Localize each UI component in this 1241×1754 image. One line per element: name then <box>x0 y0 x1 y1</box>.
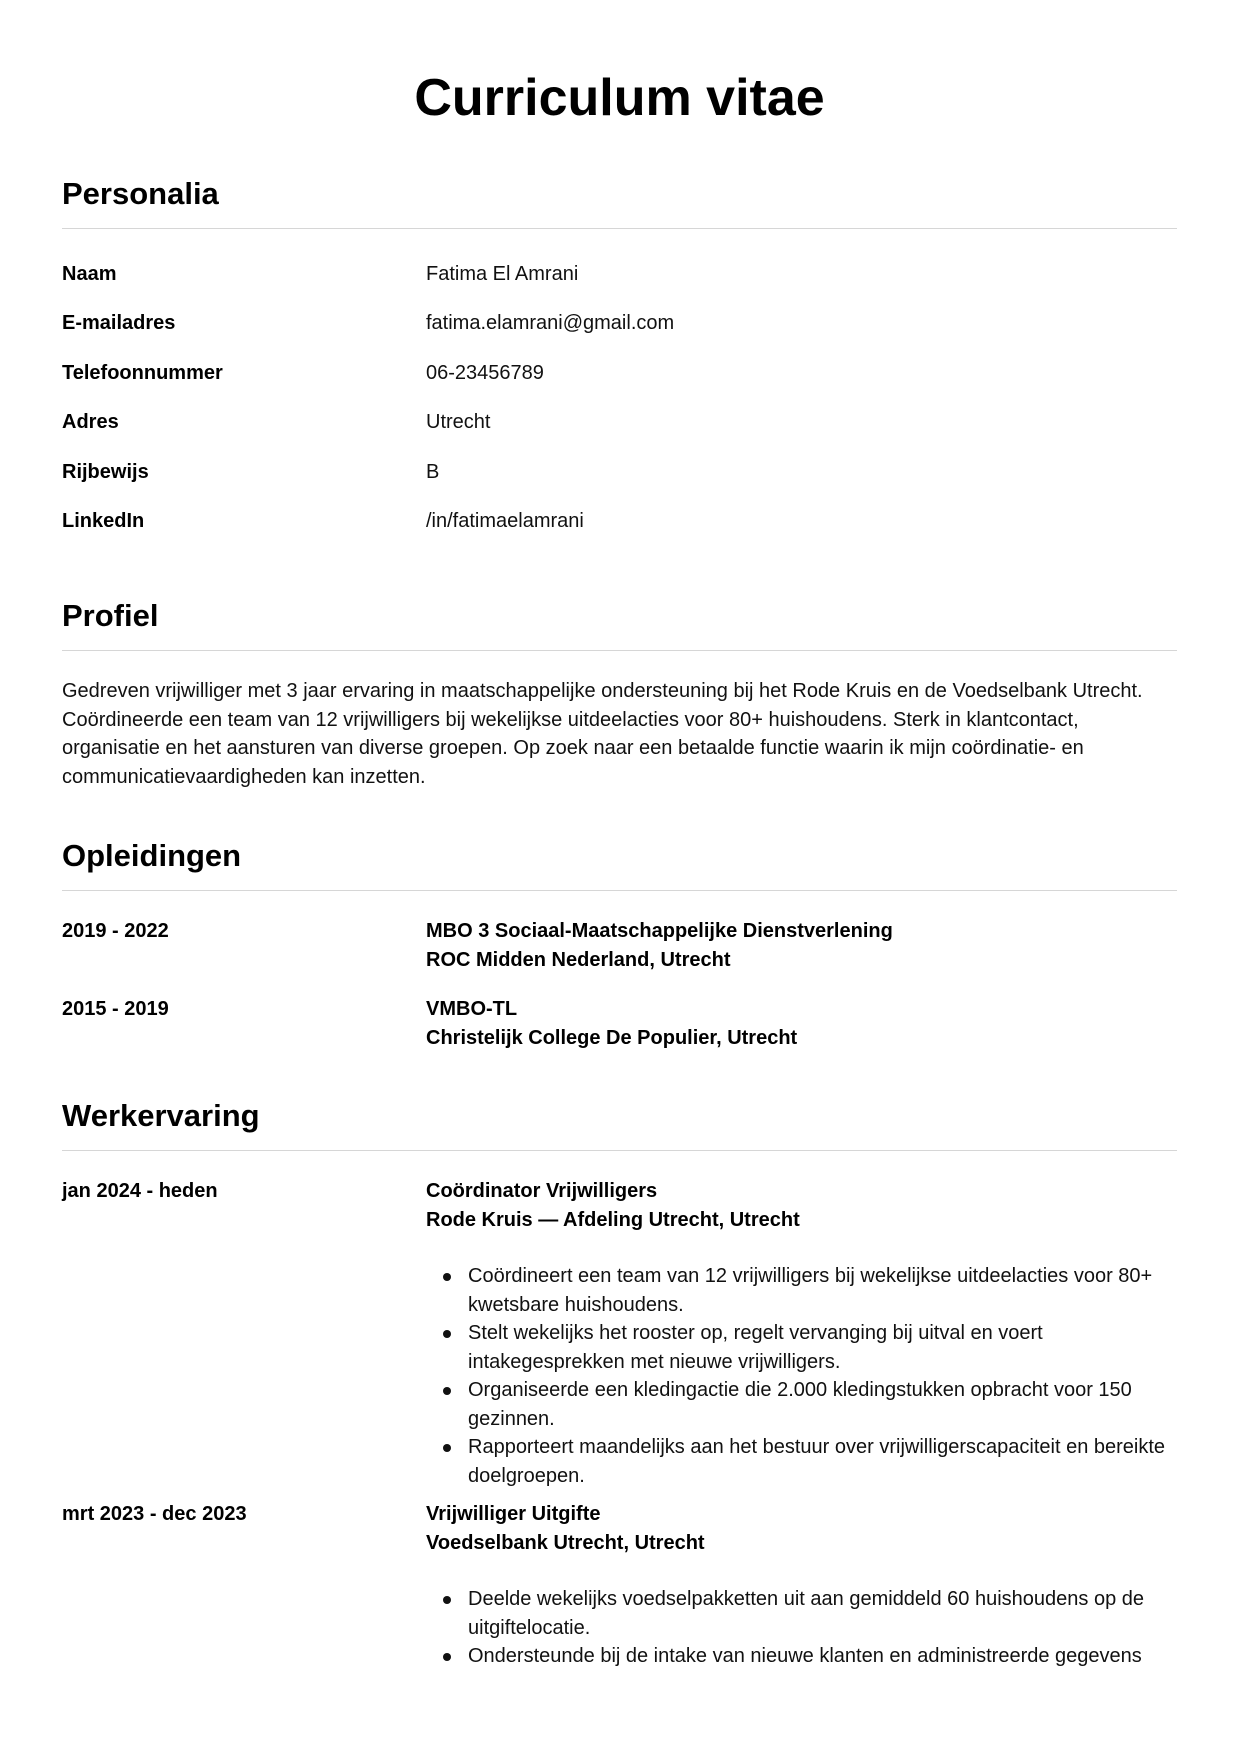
work-details <box>426 1177 1177 1490</box>
personalia-table <box>62 249 1177 546</box>
education-details <box>426 917 1177 975</box>
work-period: jan 2024 - heden <box>62 1180 218 1202</box>
education-title: MBO 3 Sociaal-Maatschappelijke Dienstverlening <box>426 920 893 942</box>
section-profiel <box>62 596 1177 791</box>
section-heading-personalia: Personalia <box>62 174 1177 229</box>
personalia-label: Rijbewijs <box>62 460 149 483</box>
section-werkervaring <box>62 1096 1177 1671</box>
education-title: VMBO-TL <box>426 998 518 1020</box>
education-entry <box>62 917 1177 975</box>
profile-text: Gedreven vrijwilliger met 3 jaar ervaring in maatschappelijke ondersteuning bij het Rode Kruis en de Voedselbank Utrecht. Coördineerde een team van 12 vrijwilligers bij wekelijkse uitdeelacties voor 80+ huishoudens. Sterk in klantcontact, organisatie en het aansturen van diverse groepen. Op zoek naar een betaalde functie waarin ik mijn coördinatie- en communicatievaardigheden kan inzetten. <box>62 680 1143 788</box>
education-list <box>62 917 1177 1053</box>
work-organisation: Rode Kruis — Afdeling Utrecht, Utrecht <box>426 1209 800 1231</box>
work-bullet: Ondersteunde bij de intake van nieuwe klanten en administreerde gegevens <box>468 1642 1177 1671</box>
education-details <box>426 995 1177 1053</box>
work-list <box>62 1177 1177 1671</box>
personalia-row-rijbewijs <box>62 447 1177 497</box>
personalia-row-email <box>62 299 1177 349</box>
personalia-value: Fatima El Amrani <box>426 262 579 285</box>
personalia-value: B <box>426 460 440 483</box>
personalia-value: fatima.elamrani@gmail.com <box>426 312 675 335</box>
work-period: mrt 2023 - dec 2023 <box>62 1503 247 1525</box>
personalia-label: Adres <box>62 411 119 434</box>
section-heading-profiel: Profiel <box>62 596 1177 651</box>
personalia-value: 06-23456789 <box>426 361 544 384</box>
work-entry <box>62 1500 1177 1671</box>
personalia-row-linkedin <box>62 497 1177 547</box>
document-title: Curriculum vitae <box>414 69 825 127</box>
work-organisation: Voedselbank Utrecht, Utrecht <box>426 1532 705 1554</box>
section-heading-werkervaring: Werkervaring <box>62 1096 1177 1151</box>
work-entry <box>62 1177 1177 1490</box>
work-title: Vrijwilliger Uitgifte <box>426 1503 601 1525</box>
section-opleidingen <box>62 836 1177 1053</box>
personalia-value: Utrecht <box>426 411 491 434</box>
work-bullet-list <box>426 1262 1177 1490</box>
work-bullet: Stelt wekelijks het rooster op, regelt vervanging bij uitval en voert intakegesprekken met nieuwe vrijwilligers. <box>468 1319 1177 1376</box>
section-heading-opleidingen: Opleidingen <box>62 836 1177 891</box>
education-entry <box>62 995 1177 1053</box>
education-period: 2015 - 2019 <box>62 998 169 1020</box>
work-bullet: Rapporteert maandelijks aan het bestuur over vrijwilligerscapaciteit en bereikte doelgroepen. <box>468 1433 1177 1490</box>
personalia-label: LinkedIn <box>62 510 145 533</box>
section-personalia <box>62 174 1177 546</box>
work-bullet: Organiseerde een kledingactie die 2.000 kledingstukken opbracht voor 150 gezinnen. <box>468 1376 1177 1433</box>
personalia-row-telefoon <box>62 348 1177 398</box>
work-title: Coördinator Vrijwilligers <box>426 1180 658 1202</box>
education-institution: Christelijk College De Populier, Utrecht <box>426 1027 798 1049</box>
work-bullet: Coördineert een team van 12 vrijwilligers bij wekelijkse uitdeelacties voor 80+ kwetsbare huishoudens. <box>468 1262 1177 1319</box>
personalia-row-adres <box>62 398 1177 448</box>
work-bullet-list <box>426 1585 1177 1671</box>
personalia-label: E-mailadres <box>62 312 176 335</box>
education-institution: ROC Midden Nederland, Utrecht <box>426 949 731 971</box>
work-details <box>426 1500 1177 1671</box>
personalia-label: Naam <box>62 262 117 285</box>
personalia-value: /in/fatimaelamrani <box>426 510 584 533</box>
education-period: 2019 - 2022 <box>62 920 169 942</box>
personalia-row-naam <box>62 249 1177 299</box>
work-bullet: Deelde wekelijks voedselpakketten uit aan gemiddeld 60 huishoudens op de uitgiftelocatie. <box>468 1585 1177 1642</box>
personalia-label: Telefoonnummer <box>62 361 223 384</box>
